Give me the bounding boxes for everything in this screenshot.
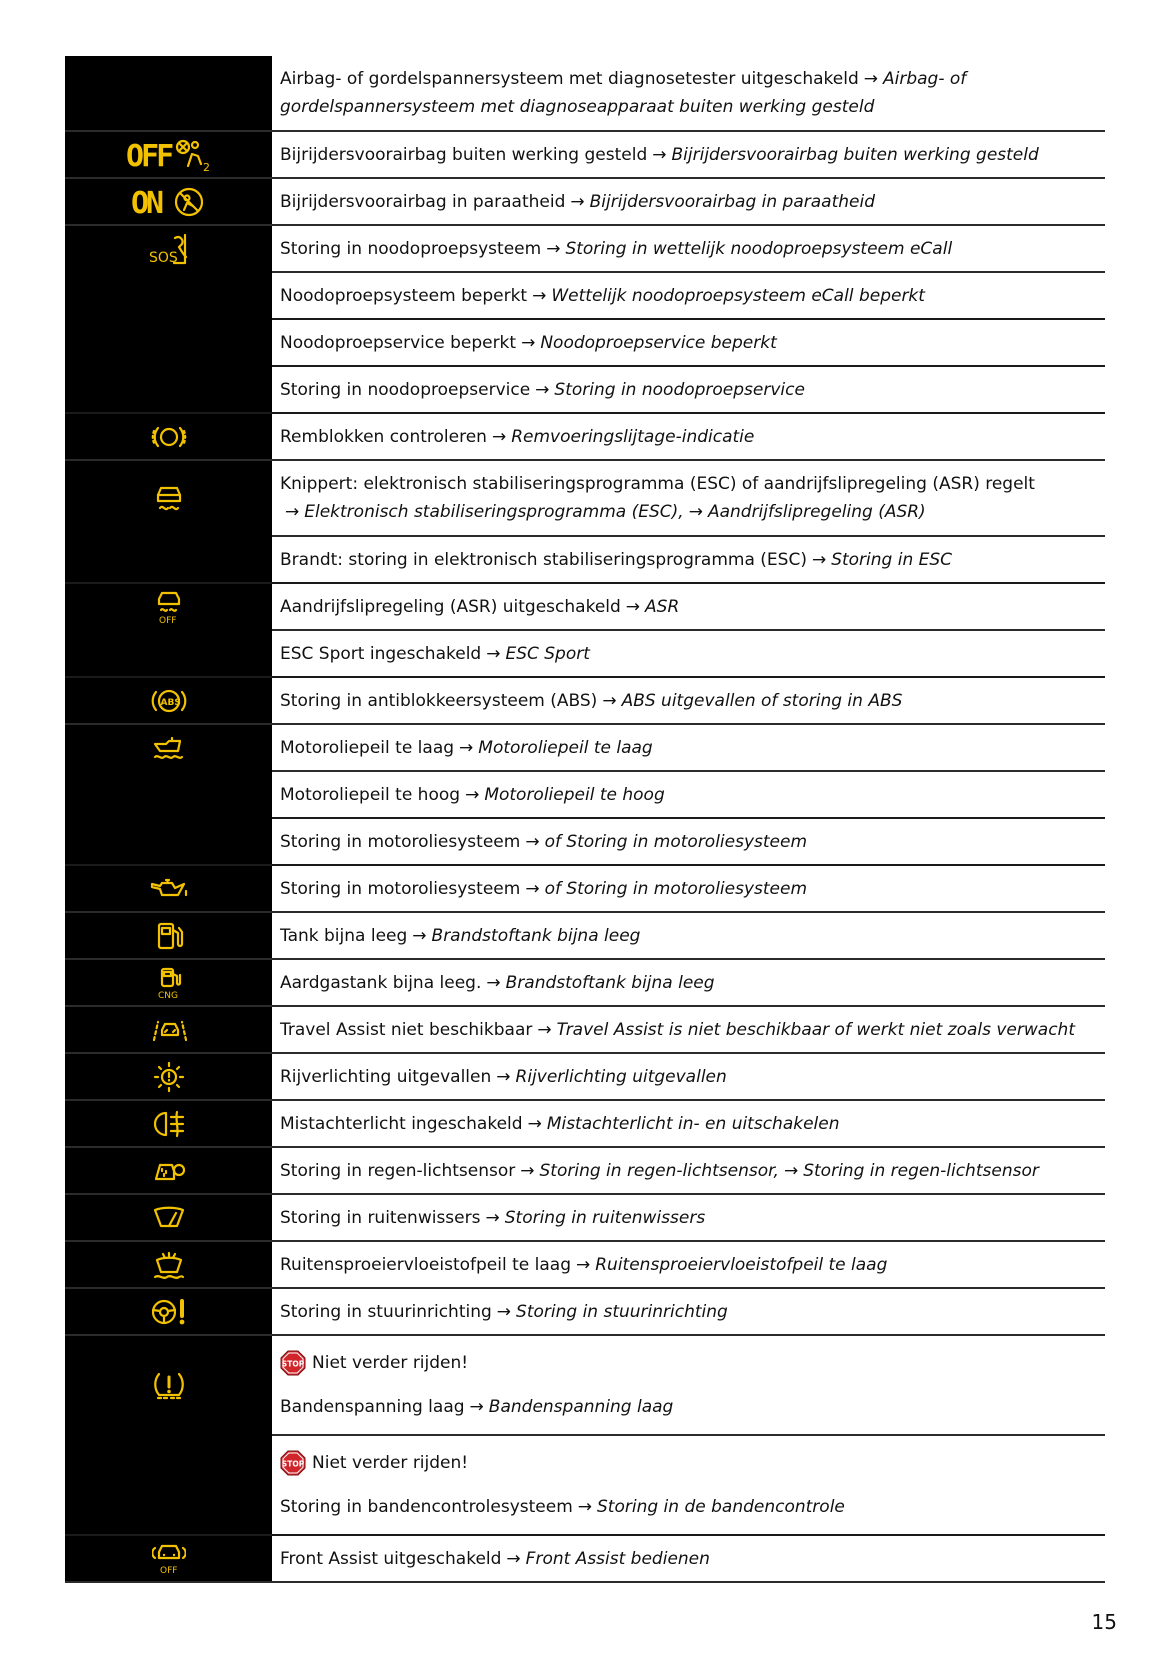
description-line <box>280 235 1097 263</box>
arrow-icon: → <box>491 426 507 447</box>
icon-cell <box>65 1148 272 1193</box>
reference-link[interactable]: Storing in noodoproepservice <box>554 379 805 400</box>
description-text: Storing in regen-lichtsensor <box>280 1160 516 1181</box>
description-cell <box>272 1148 1105 1193</box>
icon-cell <box>65 770 272 817</box>
reference-link[interactable]: Airbag- of gordelspannersysteem met diagnoseapparaat buiten werking gesteld <box>280 69 967 117</box>
icon-cell <box>65 318 272 365</box>
description-text: Storing in motoroliesysteem <box>280 878 521 899</box>
icon-cell <box>65 56 272 130</box>
description-line <box>280 734 1097 762</box>
oil-can-icon <box>148 876 190 902</box>
arrow-icon: → <box>811 549 827 570</box>
description-line <box>280 1110 1097 1138</box>
stop-warning <box>280 1349 1097 1377</box>
description-text: Storing in bandencontrolesysteem <box>280 1497 573 1517</box>
description-line <box>280 1157 1097 1185</box>
description-line <box>280 470 1097 526</box>
description-text: Brandt: storing in elektronisch stabiliseringsprogramma (ESC) <box>280 549 807 570</box>
description-text: Storing in ruitenwissers <box>280 1207 481 1228</box>
arrow-icon: → <box>496 1301 512 1322</box>
description-line <box>280 1204 1097 1232</box>
description-line <box>280 376 1097 404</box>
description-cell <box>272 960 1105 1005</box>
reference-link[interactable]: Travel Assist is niet beschikbaar of werkt niet zoals verwacht <box>556 1019 1075 1040</box>
svg-text:SOS: SOS <box>148 249 178 266</box>
table-row <box>65 1242 1105 1289</box>
fuel-icon <box>154 920 184 952</box>
arrow-icon: → <box>525 878 540 899</box>
description-cell <box>272 584 1105 629</box>
description-line <box>280 546 1097 574</box>
svg-text:2: 2 <box>202 160 210 172</box>
stop-text: Niet verder rijden! <box>312 1353 469 1373</box>
description-line <box>280 423 1097 451</box>
icon-cell <box>65 1054 272 1099</box>
arrow-icon: → <box>465 784 480 805</box>
icon-cell <box>65 1434 272 1534</box>
page-number: 15 <box>1091 1610 1117 1634</box>
description-cell <box>272 631 1105 676</box>
description-line <box>280 1251 1097 1279</box>
table-row <box>65 56 1105 132</box>
description-cell <box>272 866 1105 911</box>
description-cell <box>272 537 1105 582</box>
description-line <box>280 65 1097 121</box>
table-row <box>65 273 1105 320</box>
reference-link[interactable]: Front Assist bedienen <box>525 1548 710 1569</box>
sos-call-icon <box>149 232 189 266</box>
reference-link[interactable]: Storing in regen-lichtsensor <box>803 1160 1039 1181</box>
svg-text:ABS: ABS <box>160 697 181 708</box>
icon-cell <box>65 678 272 723</box>
icon-cell <box>65 1536 272 1581</box>
table-row <box>65 678 1105 725</box>
table-row <box>65 772 1105 819</box>
description-text: Airbag- of gordelspannersysteem met diagnosetester uitgeschakeld <box>280 69 859 89</box>
description-line <box>280 922 1097 950</box>
wiper-icon <box>151 1204 187 1232</box>
arrow-icon: → <box>532 285 547 306</box>
reference-link[interactable]: Motoroliepeil te laag <box>478 737 653 758</box>
svg-text:OFF: OFF <box>125 138 171 172</box>
description-text: Knippert: elektronisch stabiliseringsprogramma (ESC) of aandrijfslipregeling (ASR) regelt <box>280 474 1035 494</box>
arrow-icon: → <box>783 1160 799 1181</box>
icon-cell <box>65 1195 272 1240</box>
description-text: Bandenspanning laag <box>280 1397 465 1417</box>
description-line <box>280 1545 1097 1573</box>
headlight-fault-icon <box>151 1061 187 1093</box>
reference-link[interactable]: Storing in ruitenwissers <box>504 1207 706 1228</box>
description-text: Storing in antiblokkeersysteem (ABS) <box>280 690 598 711</box>
reference-link[interactable]: of Storing in motoroliesysteem <box>544 831 808 852</box>
description-cell <box>272 367 1105 412</box>
arrow-icon: → <box>486 972 501 993</box>
icon-cell <box>65 226 272 271</box>
front-assist-off-icon <box>152 1542 186 1576</box>
reference-link[interactable]: Rijverlichting uitgevallen <box>515 1066 727 1087</box>
description-line <box>280 781 1097 809</box>
description-line <box>280 969 1097 997</box>
description-text: Aardgastank bijna leeg. <box>280 972 482 993</box>
description-cell <box>272 414 1105 459</box>
arrow-icon: → <box>285 502 300 522</box>
table-row <box>65 1148 1105 1195</box>
arrow-icon: → <box>577 1497 593 1517</box>
table-row <box>65 179 1105 226</box>
description-text: Storing in motoroliesysteem <box>280 831 521 852</box>
description-line <box>280 1493 1097 1521</box>
description-line <box>280 188 1097 216</box>
stop-sign-icon <box>280 1350 306 1376</box>
description-text: Motoroliepeil te laag <box>280 737 455 758</box>
description-text: Storing in noodoproepservice <box>280 379 531 400</box>
reference-link[interactable]: ASR <box>645 596 680 617</box>
icon-cell <box>65 535 272 582</box>
reference-link[interactable]: of Storing in motoroliesysteem <box>544 878 808 899</box>
description-cell <box>272 226 1105 271</box>
description-cell <box>272 1007 1105 1052</box>
description-cell <box>272 913 1105 958</box>
svg-text:STOP: STOP <box>281 1459 305 1469</box>
svg-text:ON: ON <box>130 185 161 219</box>
table-row <box>65 725 1105 772</box>
table-row <box>65 584 1105 631</box>
arrow-icon: → <box>602 690 617 711</box>
description-cell <box>272 819 1105 864</box>
description-text: Noodoproepservice beperkt <box>280 332 517 353</box>
description-line <box>280 875 1097 903</box>
svg-text:CNG: CNG <box>157 990 178 1000</box>
description-line <box>280 828 1097 856</box>
table-row <box>65 1336 1105 1436</box>
arrow-icon: → <box>535 379 550 400</box>
description-line <box>280 593 1097 621</box>
svg-text:OFF: OFF <box>159 1565 177 1576</box>
arrow-icon: → <box>688 502 703 522</box>
icon-cell <box>65 584 272 629</box>
rear-fog-light-icon <box>151 1109 187 1139</box>
description-cell <box>272 1054 1105 1099</box>
reference-link[interactable]: Wettelijk noodoproepsysteem eCall beperkt <box>551 285 925 306</box>
reference-link[interactable]: Brandstoftank bijna leeg <box>431 925 641 946</box>
description-text: Travel Assist niet beschikbaar <box>280 1019 533 1040</box>
icon-cell <box>65 1289 272 1334</box>
reference-link[interactable]: Storing in ESC <box>831 549 953 570</box>
description-cell <box>272 179 1105 224</box>
arrow-icon: → <box>520 1160 535 1181</box>
description-text: Storing in stuurinrichting <box>280 1301 492 1322</box>
description-text: Mistachterlicht ingeschakeld <box>280 1113 523 1134</box>
brake-pad-icon <box>151 422 187 452</box>
table-row <box>65 960 1105 1007</box>
arrow-icon: → <box>525 831 540 852</box>
description-cell <box>272 725 1105 770</box>
icon-cell <box>65 866 272 911</box>
table-row <box>65 414 1105 461</box>
arrow-icon: → <box>496 1066 511 1087</box>
table-row <box>65 1289 1105 1336</box>
description-cell <box>272 56 1105 130</box>
arrow-icon: → <box>652 144 667 165</box>
reference-link[interactable]: Mistachterlicht in- en uitschakelen <box>546 1113 840 1134</box>
abs-icon <box>150 686 188 716</box>
esc-icon <box>154 482 184 514</box>
on-passenger-airbag-icon <box>131 185 207 219</box>
table-row <box>65 1536 1105 1583</box>
icon-cell <box>65 817 272 864</box>
icon-cell <box>65 271 272 318</box>
description-line <box>280 1063 1097 1091</box>
description-line <box>280 141 1097 169</box>
reference-link[interactable]: Storing in wettelijk noodoproepsysteem eCall <box>565 238 953 259</box>
description-text: ESC Sport ingeschakeld <box>280 643 482 664</box>
arrow-icon: → <box>485 1207 500 1228</box>
description-cell <box>272 1436 1105 1534</box>
description-cell <box>272 1536 1105 1581</box>
arrow-icon: → <box>570 191 585 212</box>
description-line <box>280 1298 1097 1326</box>
description-text: Front Assist uitgeschakeld <box>280 1548 502 1569</box>
arrow-icon: → <box>527 1113 542 1134</box>
reference-link[interactable]: Ruitensproeiervloeistofpeil te laag <box>595 1254 888 1275</box>
table-row <box>65 1007 1105 1054</box>
description-line <box>280 1016 1097 1044</box>
steering-fault-icon <box>149 1297 189 1327</box>
description-text: Noodoproepsysteem beperkt <box>280 285 528 306</box>
icon-cell <box>65 179 272 224</box>
reference-link[interactable]: Noodoproepservice beperkt <box>540 332 777 353</box>
arrow-icon: → <box>486 643 501 664</box>
reference-link[interactable]: ESC Sport <box>505 643 590 664</box>
icon-cell <box>65 365 272 412</box>
washer-fluid-icon <box>151 1250 187 1280</box>
description-text: Aandrijfslipregeling (ASR) uitgeschakeld <box>280 596 621 617</box>
off-passenger-airbag-icon <box>126 138 212 172</box>
icon-cell <box>65 629 272 676</box>
reference-link[interactable]: ABS uitgevallen of storing in ABS <box>621 690 903 711</box>
icon-cell <box>65 913 272 958</box>
stop-warning <box>280 1449 1097 1477</box>
table-row <box>65 1054 1105 1101</box>
description-cell <box>272 1336 1105 1434</box>
table-row <box>65 1436 1105 1536</box>
stop-text: Niet verder rijden! <box>312 1453 469 1473</box>
table-row <box>65 1195 1105 1242</box>
description-cell <box>272 132 1105 177</box>
table-row <box>65 132 1105 179</box>
reference-link[interactable]: Brandstoftank bijna leeg <box>505 972 715 993</box>
description-text: Motoroliepeil te hoog <box>280 784 461 805</box>
asr-off-icon <box>154 590 184 624</box>
arrow-icon: → <box>459 737 474 758</box>
table-row <box>65 537 1105 584</box>
description-cell <box>272 461 1105 535</box>
icon-cell <box>65 414 272 459</box>
description-text: Bijrijdersvoorairbag buiten werking gesteld <box>280 144 648 165</box>
icon-cell <box>65 960 272 1005</box>
description-line <box>280 282 1097 310</box>
reference-link[interactable]: Elektronisch stabiliseringsprogramma (ESC), <box>304 502 684 522</box>
description-line <box>280 687 1097 715</box>
arrow-icon: → <box>625 596 641 617</box>
reference-link[interactable]: Bandenspanning laag <box>488 1397 674 1417</box>
reference-link[interactable]: Motoroliepeil te hoog <box>484 784 665 805</box>
description-cell <box>272 1101 1105 1146</box>
table-row <box>65 367 1105 414</box>
description-cell <box>272 1242 1105 1287</box>
reference-link[interactable]: Storing in stuurinrichting <box>516 1301 728 1322</box>
stop-sign-icon <box>280 1450 306 1476</box>
description-text: Storing in noodoproepsysteem <box>280 238 542 259</box>
reference-link[interactable]: Bijrijdersvoorairbag in paraatheid <box>589 191 875 212</box>
arrow-icon: → <box>576 1254 591 1275</box>
description-cell <box>272 772 1105 817</box>
icon-cell <box>65 725 272 770</box>
svg-text:STOP: STOP <box>281 1359 305 1369</box>
arrow-icon: → <box>521 332 536 353</box>
description-text: Rijverlichting uitgevallen <box>280 1066 492 1087</box>
table-row <box>65 1101 1105 1148</box>
tire-pressure-icon <box>152 1369 186 1401</box>
cng-fuel-icon <box>154 966 184 1000</box>
arrow-icon: → <box>469 1397 484 1417</box>
arrow-icon: → <box>863 69 878 89</box>
reference-link[interactable]: Storing in regen-lichtsensor, <box>539 1160 779 1181</box>
arrow-icon: → <box>537 1019 552 1040</box>
table-row <box>65 320 1105 367</box>
reference-link[interactable]: Storing in de bandencontrole <box>597 1497 845 1517</box>
description-text: Ruitensproeiervloeistofpeil te laag <box>280 1254 571 1275</box>
reference-link[interactable]: Aandrijfslipregeling (ASR) <box>707 502 926 522</box>
description-cell <box>272 678 1105 723</box>
arrow-icon: → <box>546 238 561 259</box>
description-cell <box>272 1195 1105 1240</box>
description-line <box>280 1393 1097 1421</box>
description-cell <box>272 320 1105 365</box>
icon-cell <box>65 1336 272 1434</box>
arrow-icon: → <box>506 1548 521 1569</box>
description-text: Bijrijdersvoorairbag in paraatheid <box>280 191 566 212</box>
table-row <box>65 819 1105 866</box>
description-cell <box>272 1289 1105 1334</box>
icon-cell <box>65 461 272 535</box>
rain-light-sensor-icon <box>150 1157 188 1185</box>
description-text: Remblokken controleren <box>280 426 487 447</box>
table-row <box>65 631 1105 678</box>
svg-text:OFF: OFF <box>158 615 176 624</box>
warning-light-table <box>65 56 1105 1583</box>
oil-level-icon <box>152 734 186 762</box>
description-cell <box>272 273 1105 318</box>
table-row <box>65 866 1105 913</box>
description-line <box>280 329 1097 357</box>
arrow-icon: → <box>412 925 427 946</box>
table-row <box>65 913 1105 960</box>
reference-link[interactable]: Bijrijdersvoorairbag buiten werking gesteld <box>671 144 1039 165</box>
icon-cell <box>65 132 272 177</box>
reference-link[interactable]: Remvoeringslijtage-indicatie <box>511 426 755 447</box>
icon-cell <box>65 1242 272 1287</box>
description-line <box>280 640 1097 668</box>
icon-cell <box>65 1101 272 1146</box>
table-row <box>65 461 1105 537</box>
table-row <box>65 226 1105 273</box>
icon-cell <box>65 1007 272 1052</box>
travel-assist-icon <box>149 1016 189 1044</box>
description-text: Tank bijna leeg <box>280 925 408 946</box>
